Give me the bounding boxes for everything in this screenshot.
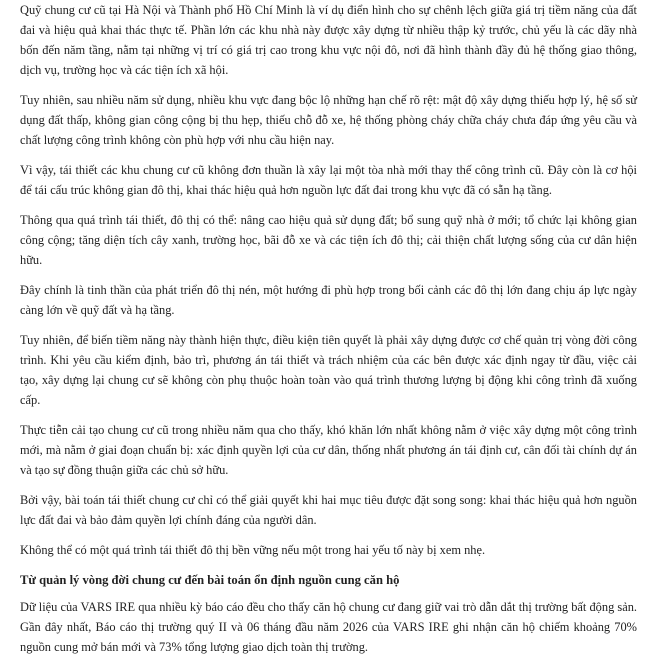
paragraph-6: Tuy nhiên, để biến tiềm năng này thành hiện thực, điều kiện tiên quyết là phải xây dựng được cơ chế quản trị vòng đời công trình. Khi yêu cầu kiểm định, bảo trì, phương án tái thiết và trách nhiệm của các bên được xác định ngay từ đầu, việc cải tạo, xây dựng lại chung cư sẽ không còn phụ thuộc hoàn toàn vào quá trình thương lượng bị động khi công trình đã xuống cấp. bbox=[20, 333, 637, 407]
paragraph-1: Quỹ chung cư cũ tại Hà Nội và Thành phố Hồ Chí Minh là ví dụ điển hình cho sự chênh lệch giữa giá trị tiềm năng của đất đai và hiệu quả khai thác thực tế. Phần lớn các khu nhà này được xây dựng từ nhiều thập kỷ trước, chủ yếu là các dãy nhà bốn đến năm tầng, nằm tại những vị trí có giá trị cao trong khu vực nội đô, nơi đã hình thành đầy đủ hệ thống giao thông, dịch vụ, trường học và các tiện ích xã hội. bbox=[20, 3, 637, 77]
paragraph-4: Thông qua quá trình tái thiết, đô thị có thể: nâng cao hiệu quả sử dụng đất; bổ sung quỹ nhà ở mới; tổ chức lại không gian công cộng; tăng diện tích cây xanh, trường học, bãi đỗ xe và các tiện ích đô thị; cải thiện chất lượng sống của cư dân hiện hữu. bbox=[20, 213, 637, 267]
paragraph-8: Bởi vậy, bài toán tái thiết chung cư chỉ có thể giải quyết khi hai mục tiêu được đặt song song: khai thác hiệu quả hơn nguồn lực đất đai và bảo đảm quyền lợi chính đáng của người dân. bbox=[20, 493, 637, 527]
paragraph-7: Thực tiễn cải tạo chung cư cũ trong nhiều năm qua cho thấy, khó khăn lớn nhất không nằm ở việc xây dựng một công trình mới, mà nằm ở giai đoạn chuẩn bị: xác định quyền lợi của cư dân, thống nhất phương án tái định cư, cân đối tài chính dự án và tạo sự đồng thuận giữa các chủ sở hữu. bbox=[20, 423, 637, 477]
paragraph-5: Đây chính là tinh thần của phát triển đô thị nén, một hướng đi phù hợp trong bối cảnh các đô thị lớn đang chịu áp lực ngày càng lớn về quỹ đất và hạ tầng. bbox=[20, 283, 637, 317]
paragraph-2: Tuy nhiên, sau nhiều năm sử dụng, nhiều khu vực đang bộc lộ những hạn chế rõ rệt: mật độ xây dựng thiếu hợp lý, hệ số sử dụng đất thấp, không gian công cộng bị thu hẹp, thiếu chỗ đỗ xe, hệ thống phòng cháy chữa cháy chưa đáp ứng yêu cầu và chất lượng công trình không còn phù hợp với nhu cầu hiện nay. bbox=[20, 93, 637, 147]
paragraph-9: Không thể có một quá trình tái thiết đô thị bền vững nếu một trong hai yếu tố này bị xem nhẹ. bbox=[20, 543, 486, 557]
paragraph-10: Dữ liệu của VARS IRE qua nhiều kỳ báo cáo đều cho thấy căn hộ chung cư đang giữ vai trò dẫn dắt thị trường bất động sản. Gần đây nhất, Báo cáo thị trường quý II và 06 tháng đầu năm 2026 của VARS IRE ghi nhận căn hộ chiếm khoảng 70% nguồn cung mở bán mới và 73% tổng lượng giao dịch toàn thị trường. bbox=[20, 600, 637, 654]
section-heading: Từ quản lý vòng đời chung cư đến bài toán ổn định nguồn cung căn hộ bbox=[20, 573, 400, 587]
paragraph-3: Vì vậy, tái thiết các khu chung cư cũ không đơn thuần là xây lại một tòa nhà mới thay thế công trình cũ. Đây còn là cơ hội để tái cấu trúc không gian đô thị, khai thác hiệu quả hơn nguồn lực đất đai trong khu vực đã có sẵn hạ tầng. bbox=[20, 163, 637, 197]
